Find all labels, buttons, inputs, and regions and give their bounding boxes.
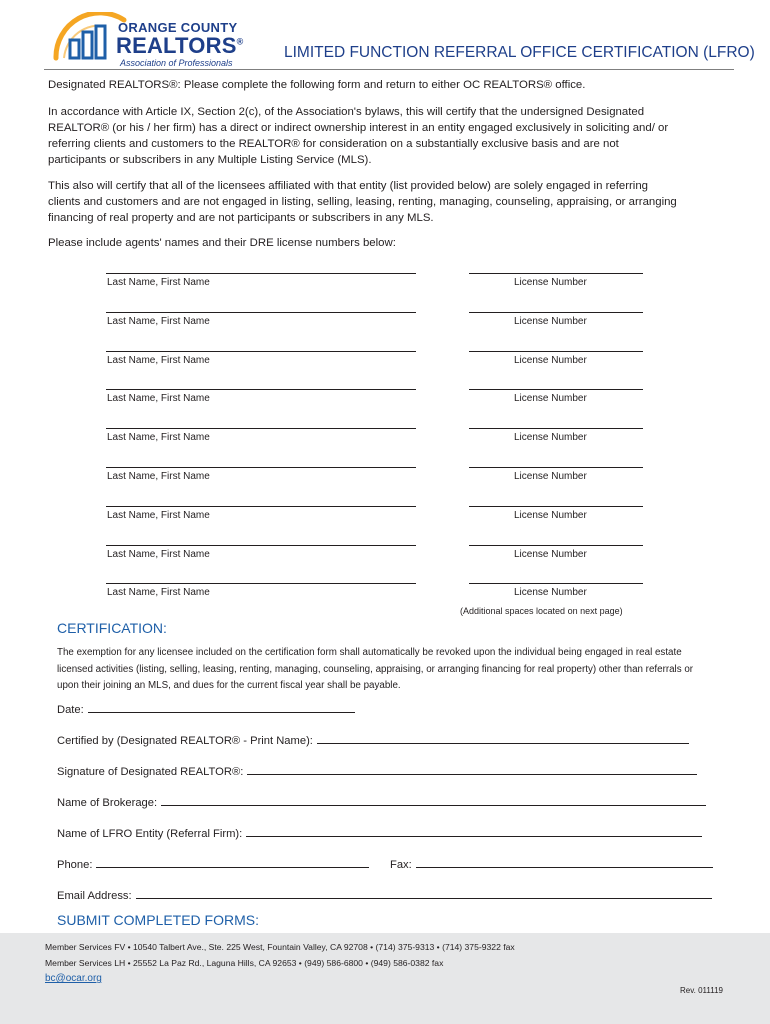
- contact-email-link[interactable]: bc@ocar.org: [45, 973, 102, 984]
- license-number-line[interactable]: [469, 506, 643, 507]
- agent-name-line[interactable]: [106, 545, 416, 546]
- signature-label: Signature of Designated REALTOR®:: [57, 766, 244, 778]
- intro-paragraph-1: Designated REALTORS®: Please complete the following form and return to either OC REALTORS® office.: [48, 79, 586, 91]
- agent-name-label: Last Name, First Name: [107, 587, 210, 598]
- agent-name-label: Last Name, First Name: [107, 393, 210, 404]
- license-number-label: License Number: [514, 432, 587, 443]
- license-number-label: License Number: [514, 277, 587, 288]
- license-number-label: License Number: [514, 355, 587, 366]
- signature-field[interactable]: [57, 762, 697, 778]
- brokerage-label: Name of Brokerage:: [57, 797, 158, 809]
- document-title: LIMITED FUNCTION REFERRAL OFFICE CERTIFICATION (LFRO): [284, 44, 755, 61]
- member-services-lh: Member Services LH • 25552 La Paz Rd., Laguna Hills, CA 92653 • (949) 586-6800 • (949) 586-0382 fax: [45, 958, 444, 968]
- license-number-label: License Number: [514, 510, 587, 521]
- email-label: Email Address:: [57, 890, 132, 902]
- fax-field[interactable]: [390, 855, 713, 871]
- agent-name-label: Last Name, First Name: [107, 277, 210, 288]
- submit-heading: SUBMIT COMPLETED FORMS:: [57, 912, 259, 928]
- license-number-label: License Number: [514, 471, 587, 482]
- date-label: Date:: [57, 704, 84, 716]
- license-number-line[interactable]: [469, 312, 643, 313]
- fax-line[interactable]: [416, 857, 713, 868]
- signature-line[interactable]: [247, 764, 697, 775]
- license-number-label: License Number: [514, 316, 587, 327]
- fax-label: Fax:: [390, 859, 412, 871]
- certified-by-line[interactable]: [317, 733, 689, 744]
- license-number-line[interactable]: [469, 351, 643, 352]
- phone-line[interactable]: [96, 857, 369, 868]
- agent-name-line[interactable]: [106, 312, 416, 313]
- agent-name-line[interactable]: [106, 351, 416, 352]
- license-number-label: License Number: [514, 393, 587, 404]
- agent-name-label: Last Name, First Name: [107, 549, 210, 560]
- additional-spaces-note: (Additional spaces located on next page): [460, 606, 623, 616]
- license-number-line[interactable]: [469, 273, 643, 274]
- revision-number: Rev. 011119: [680, 986, 723, 995]
- agent-name-label: Last Name, First Name: [107, 510, 210, 521]
- license-number-line[interactable]: [469, 583, 643, 584]
- date-line[interactable]: [88, 702, 355, 713]
- lfro-entity-line[interactable]: [246, 826, 702, 837]
- agent-name-label: Last Name, First Name: [107, 471, 210, 482]
- agent-name-label: Last Name, First Name: [107, 316, 210, 327]
- license-number-line[interactable]: [469, 545, 643, 546]
- license-number-line[interactable]: [469, 428, 643, 429]
- date-field[interactable]: [57, 700, 355, 716]
- email-field[interactable]: [57, 886, 712, 902]
- agent-name-line[interactable]: [106, 428, 416, 429]
- certified-by-field[interactable]: [57, 731, 689, 747]
- license-number-line[interactable]: [469, 389, 643, 390]
- certification-heading: CERTIFICATION:: [57, 620, 167, 636]
- lfro-entity-label: Name of LFRO Entity (Referral Firm):: [57, 828, 243, 840]
- brokerage-field[interactable]: [57, 793, 706, 809]
- intro-paragraph-3: This also will certify that all of the licensees affiliated with that entity (list provided below) are solely engaged in referring clients and customers and are not engaged in listing, selling, leasing, renting, managing, counseling, appraising, or arranging financing of real property and are not participants or subscribers in any MLS.: [48, 180, 677, 224]
- brokerage-line[interactable]: [161, 795, 706, 806]
- license-number-label: License Number: [514, 549, 587, 560]
- logo-text-orange-county: ORANGE COUNTY: [118, 20, 238, 35]
- logo-tagline: Association of Professionals: [120, 58, 233, 68]
- certification-text: The exemption for any licensee included on the certification form shall automatically be revoked upon the individual being engaged in real estate licensed activities (listing, selling, leasing, renting, managing, counseling, appraising, or arranging financing for real property) other than referrals or upon their joining an MLS, and dues for the current fiscal year shall be payable.: [57, 647, 694, 691]
- agent-name-line[interactable]: [106, 389, 416, 390]
- phone-field[interactable]: [57, 855, 369, 871]
- license-number-label: License Number: [514, 587, 587, 598]
- title-divider: [44, 69, 734, 70]
- agent-name-label: Last Name, First Name: [107, 355, 210, 366]
- license-number-line[interactable]: [469, 467, 643, 468]
- agent-name-line[interactable]: [106, 506, 416, 507]
- agent-name-line[interactable]: [106, 273, 416, 274]
- intro-paragraph-2: In accordance with Article IX, Section 2(c), of the Association's bylaws, this will certify that the undersigned Designated REALTOR® (or his / her firm) has a direct or indirect ownership interest in an entity engaged exclusively in soliciting and/ or referring clients and customers to the REALTOR® for consideration on a substantially exclusive basis and are not participants or subscribers in any Multiple Listing Service (MLS).: [48, 106, 669, 166]
- agent-name-label: Last Name, First Name: [107, 432, 210, 443]
- lfro-entity-field[interactable]: [57, 824, 702, 840]
- agents-instruction: Please include agents' names and their DRE license numbers below:: [48, 237, 396, 249]
- agent-name-line[interactable]: [106, 583, 416, 584]
- email-line[interactable]: [136, 888, 712, 899]
- phone-label: Phone:: [57, 859, 93, 871]
- agent-name-line[interactable]: [106, 467, 416, 468]
- logo-text-realtors: REALTORS®: [116, 33, 244, 58]
- member-services-fv: Member Services FV • 10540 Talbert Ave., Ste. 225 West, Fountain Valley, CA 92708 • (714) 375-9313 • (714) 375-9322 fax: [45, 942, 515, 952]
- certified-by-label: Certified by (Designated REALTOR® - Print Name):: [57, 735, 313, 747]
